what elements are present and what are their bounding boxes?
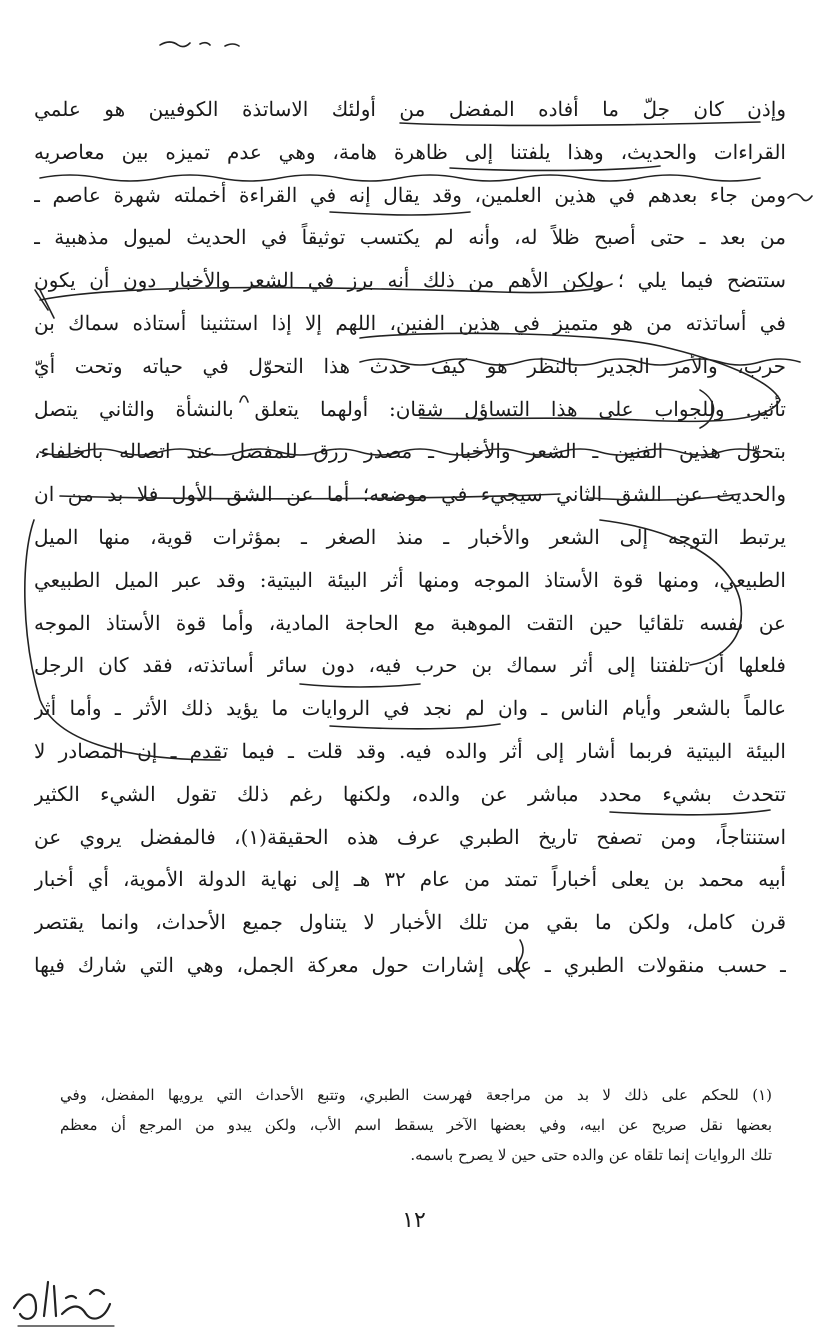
- text-line-19: أبيه محمد بن يعلى أخباراً تمتد من عام ٣٢ هـ إلى نهاية الدولة الأموية، أي أخبار: [34, 867, 786, 892]
- footnote-block: [60, 1080, 772, 1170]
- text-line-16: البيئة البيتية فربما أشار إلى أثر والده فيه. وقد قلت ـ فيما تقدم ـ إن المصادر لا: [34, 738, 786, 763]
- footnote-line-1: (١) للحكم على ذلك لا بد من مراجعة فهرست الطبري، وتتبع الأحداث التي يرويها المفضل، وفي: [60, 1086, 772, 1104]
- text-line-2: القراءات والحديث، وهذا يلفتنا إلى ظاهرة هامة، وهي عدم تميزه بين معاصريه: [34, 139, 786, 164]
- text-line-4: من بعد ـ حتى أصبح ظلاً له، وأنه لم يكتسب توثيقاً في الحديث لميول مذهبية ـ: [34, 225, 786, 250]
- top-scribble: [160, 42, 239, 47]
- text-line-9: بتحوّل هذين الفنين ـ الشعر والأخبار ـ مصدر رزق للمفضل عند اتصاله بالخلفاء،: [34, 439, 786, 464]
- text-line-17: تتحدث بشيء محدد مباشر عن والده، ولكنها رغم ذلك تقول الشيء الكثير: [34, 781, 786, 806]
- page-number: ١٢: [402, 1208, 426, 1233]
- text-line-15: عالماً بالشعر وأيام الناس ـ وان لم نجد في الروايات ما يؤيد ذلك الأثر ـ وأما أثر: [34, 696, 786, 721]
- text-line-11: يرتبط التوجه إلى الشعر والأخبار ـ منذ الصغر ـ بمؤثرات قوية، منها الميل: [34, 524, 786, 549]
- text-line-8: تأثير. وللجواب على هذا التساؤل شقان: أولهما يتعلق بالنشأة والثاني يتصل: [34, 396, 786, 421]
- text-line-7: حرب، والأمر الجدير بالنظر هو كيف حدث هذا التحوّل في حياته وتحت أيّ: [34, 353, 786, 378]
- text-line-12: الطبيعي، ومنها قوة الأستاذ الموجه ومنها أثر البيئة البيتية: وقد عبر الميل الطبيعي: [34, 567, 786, 592]
- main-text-block: [34, 88, 786, 987]
- text-line-1: وإذن كان جلّ ما أفاده المفضل من أولئك الاساتذة الكوفيين هو علمي: [34, 97, 786, 121]
- text-line-10: والحديث عن الشق الثاني سيجيء في موضعه؛ أما عن الشق الأول فلا بد من ان: [34, 482, 786, 507]
- footnote-line-2: بعضها نقل صريح عن ابيه، وفي بعضها الآخر يسقط اسم الأب، ولكن يبدو من المرجع أن معظم: [60, 1116, 772, 1134]
- text-line-14: فلعلها أن تلفتنا إلى أثر سماك بن حرب فيه، دون سائر أساتذته، فقد كان الرجل: [34, 653, 786, 678]
- text-line-5: ستتضح فيما يلي ؛ ولكن الأهم من ذلك أنه برز في الشعر والأخبار دون أن يكون: [34, 268, 786, 293]
- margin-mark: [788, 194, 812, 201]
- text-line-18: استنتاجاً، ومن تصفح تاريخ الطبري عرف هذه الحقيقة(١)، فالمفضل يروي عن: [34, 824, 786, 849]
- text-line-21: ـ حسب منقولات الطبري ـ على إشارات حول معركة الجمل، وهي التي شارك فيها: [34, 952, 786, 977]
- text-line-3: ومن جاء بعدهم في هذين العلمين، وقد يقال إنه في القراءة أخملته شهرة عاصم ـ: [34, 182, 786, 207]
- footnote-line-3: تلك الروايات إنما تلقاه عن والده حتى حين لا يصرح باسمه.: [410, 1146, 772, 1164]
- text-line-20: قرن كامل، ولكن ما بقي من تلك الأخبار لا يتناول جميع الأحداث، وانما يقتصر: [34, 910, 786, 935]
- text-line-6: في أساتذته من هو متميز في هذين الفنين، اللهم إلا إذا استثنينا أستاذه سماك بن: [34, 310, 786, 335]
- text-line-13: عن نفسه تلقائيا حين التقت الموهبة مع الحاجة المادية، وأما قوة الأستاذ الموجه: [34, 610, 786, 635]
- library-stamp-logo: [6, 1268, 126, 1334]
